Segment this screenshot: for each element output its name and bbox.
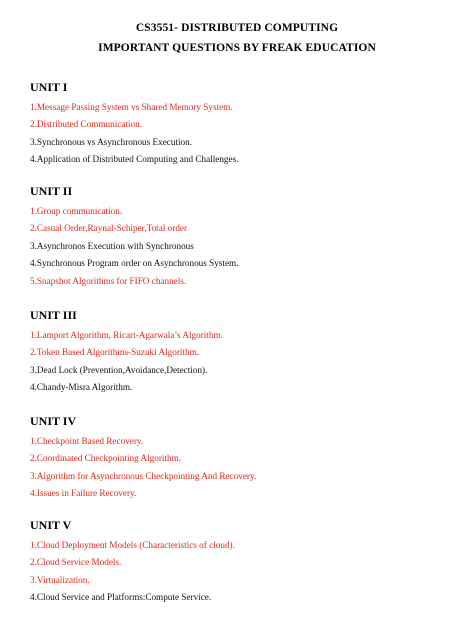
unit-section-2 bbox=[30, 184, 450, 293]
question-item: 4.Application of Distributed Computing and Challenges. bbox=[30, 154, 239, 165]
question-item: 2.Coordinated Checkpointing Algorithm. bbox=[30, 453, 182, 464]
document-title: CS3551- DISTRIBUTED COMPUTING bbox=[135, 22, 339, 34]
question-item: 3.Algorithm for Asynchronous Checkpointing And Recovery. bbox=[30, 470, 257, 481]
question-item: 2.Token Based Algorithms-Suzuki Algorithm. bbox=[30, 347, 200, 358]
question-item: 4.Chandy-Misra Algorithm. bbox=[30, 382, 133, 393]
question-item: 1.Checkpoint Based Recovery. bbox=[30, 436, 144, 446]
question-item: 2.Casual Order,Raynal-Schiper,Total order bbox=[30, 223, 188, 234]
question-item: 3.Virtualization. bbox=[30, 574, 90, 585]
question-item: 4.Synchronous Program order on Asynchronous System. bbox=[30, 258, 239, 269]
question-item: 1.Group communication. bbox=[30, 206, 123, 216]
unit-section-1 bbox=[30, 80, 450, 172]
question-item: 4.Issues in Failure Recovery. bbox=[30, 488, 137, 499]
question-item: 2.Cloud Service Models. bbox=[30, 557, 122, 568]
unit-heading: UNIT II bbox=[30, 184, 73, 198]
question-item: 5.Snapshot Algorithms for FIFO channels. bbox=[30, 275, 187, 286]
question-item: 3.Dead Lock (Prevention,Avoidance,Detection). bbox=[30, 364, 208, 375]
unit-section-3 bbox=[30, 308, 450, 400]
unit-section-5 bbox=[30, 518, 450, 610]
unit-heading: UNIT I bbox=[30, 80, 68, 94]
question-item: 3.Asynchronos Execution with Synchronous bbox=[30, 240, 194, 251]
question-item: 1.Cloud Deployment Models (Characteristics of cloud). bbox=[30, 540, 235, 550]
question-item: 1.Lamport Algorithm, Ricart-Agarwala’s Algorithm. bbox=[30, 330, 223, 340]
unit-heading: UNIT IV bbox=[30, 414, 77, 428]
question-item: 1.Message Passing System vs Shared Memory System. bbox=[30, 102, 233, 112]
unit-heading: UNIT V bbox=[30, 518, 72, 532]
question-item: 4.Cloud Service and Platforms:Compute Service. bbox=[30, 592, 212, 603]
unit-heading: UNIT III bbox=[30, 308, 77, 322]
question-item: 2.Distributed Communication. bbox=[30, 119, 143, 130]
question-item: 3.Synchronous vs Asynchronous Execution. bbox=[30, 136, 193, 147]
unit-section-4 bbox=[30, 414, 450, 506]
document-subtitle: IMPORTANT QUESTIONS BY FREAK EDUCATION bbox=[98, 42, 376, 54]
